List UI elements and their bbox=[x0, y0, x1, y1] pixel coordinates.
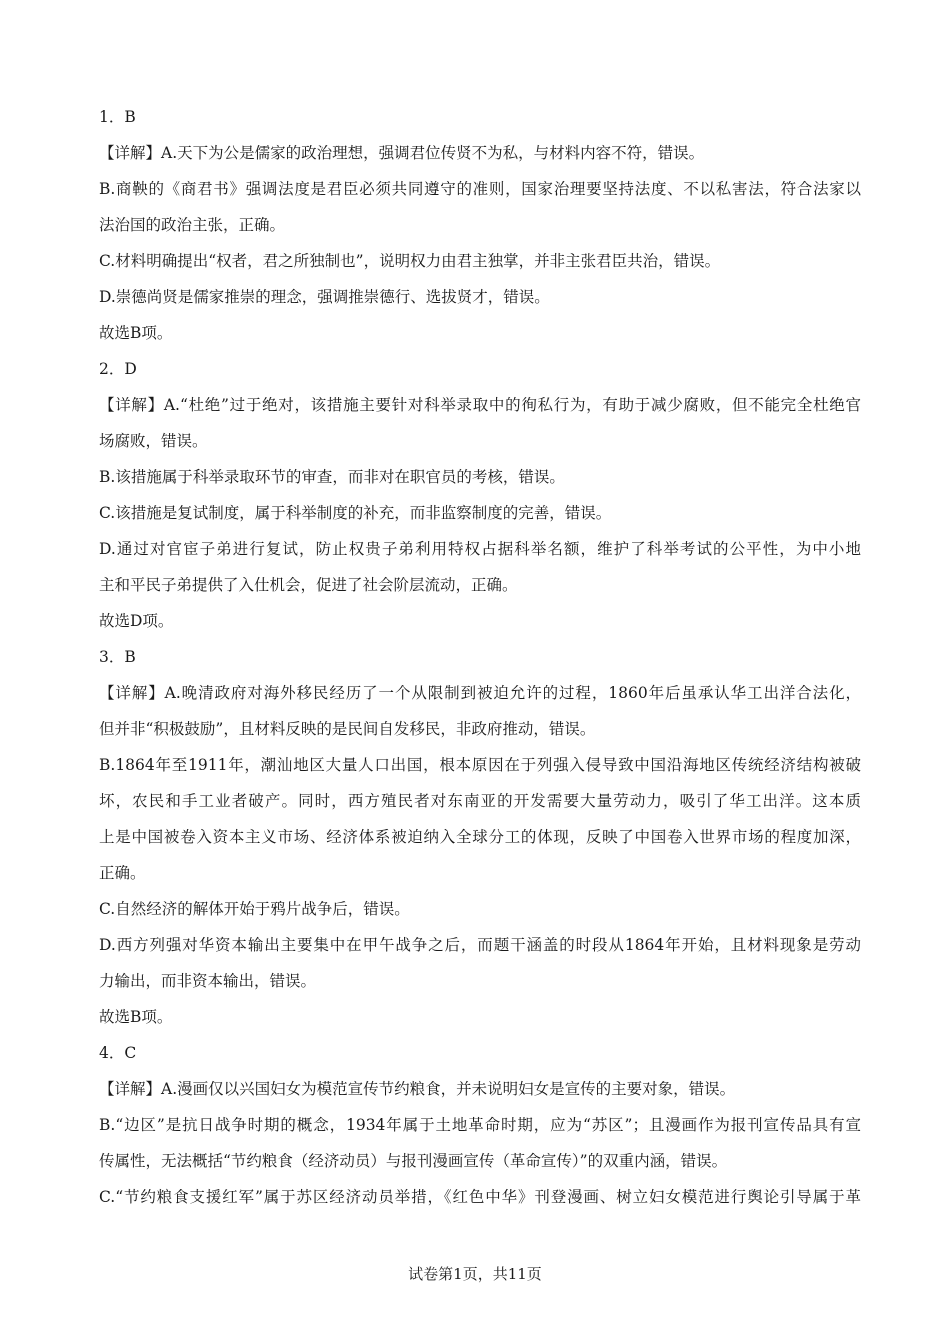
explanation-line: D.西方列强对华资本输出主要集中在甲午战争之后，而题干涵盖的时段从1864年开始，且材料现象是劳动 bbox=[99, 936, 861, 954]
explanation-line: D.崇德尚贤是儒家推崇的理念，强调推崇德行、选拔贤才，错误。 bbox=[99, 288, 550, 306]
explanation-line: 法治国的政治主张，正确。 bbox=[99, 216, 286, 234]
page-footer: 试卷第1页，共11页 bbox=[408, 1265, 542, 1283]
question-block bbox=[99, 639, 861, 1035]
explanation-line: D.通过对官宦子弟进行复试，防止权贵子弟利用特权占据科举名额，维护了科举考试的公平性，为中小地 bbox=[99, 540, 861, 558]
explanation-line: 场腐败，错误。 bbox=[99, 432, 208, 450]
question-number: 4．C bbox=[99, 1044, 137, 1062]
question-block bbox=[99, 99, 861, 351]
explanation-line: 传属性，无法概括“节约粮食（经济动员）与报刊漫画宣传（革命宣传）”的双重内涵，错误。 bbox=[99, 1152, 728, 1170]
explanation-line: B.“边区”是抗日战争时期的概念，1934年属于土地革命时期，应为“苏区”；且漫画作为报刊宣传品具有宣 bbox=[99, 1116, 861, 1134]
explanation-line: C.自然经济的解体开始于鸦片战争后，错误。 bbox=[99, 900, 410, 918]
document-body bbox=[99, 99, 861, 1215]
question-block bbox=[99, 1035, 861, 1215]
explanation-line: B.该措施属于科举录取环节的审查，而非对在职官员的考核，错误。 bbox=[99, 468, 565, 486]
explanation-line: 【详解】A.漫画仅以兴国妇女为模范宣传节约粮食，并未说明妇女是宣传的主要对象，错误。 bbox=[99, 1080, 736, 1098]
question-number: 1．B bbox=[99, 108, 136, 126]
explanation-line: 故选B项。 bbox=[99, 324, 173, 342]
explanation-line: C.材料明确提出“权者，君之所独制也”，说明权力由君主独掌，并非主张君臣共治，错误。 bbox=[99, 252, 721, 270]
explanation-line: 力输出，而非资本输出，错误。 bbox=[99, 972, 317, 990]
explanation-line: B.1864年至1911年，潮汕地区大量人口出国，根本原因在于列强入侵导致中国沿海地区传统经济结构被破 bbox=[99, 756, 861, 774]
explanation-line: 【详解】A.“杜绝”过于绝对，该措施主要针对科举录取中的徇私行为，有助于减少腐败，但不能完全杜绝官 bbox=[99, 396, 861, 414]
explanation-line: B.商鞅的《商君书》强调法度是君臣必须共同遵守的准则，国家治理要坚持法度、不以私害法，符合法家以 bbox=[99, 180, 861, 198]
explanation-line: C.该措施是复试制度，属于科举制度的补充，而非监察制度的完善，错误。 bbox=[99, 504, 612, 522]
explanation-line: 主和平民子弟提供了入仕机会，促进了社会阶层流动，正确。 bbox=[99, 576, 518, 594]
explanation-line: C.“节约粮食支援红军”属于苏区经济动员举措，《红色中华》刊登漫画、树立妇女模范进行舆论引导属于革 bbox=[99, 1188, 861, 1206]
explanation-line: 【详解】A.晚清政府对海外移民经历了一个从限制到被迫允许的过程，1860年后虽承认华工出洋合法化， bbox=[99, 684, 861, 702]
explanation-line: 上是中国被卷入资本主义市场、经济体系被迫纳入全球分工的体现，反映了中国卷入世界市场的程度加深， bbox=[99, 828, 861, 846]
question-number: 3．B bbox=[99, 648, 136, 666]
explanation-line: 【详解】A.天下为公是儒家的政治理想，强调君位传贤不为私，与材料内容不符，错误。 bbox=[99, 144, 705, 162]
question-number: 2．D bbox=[99, 360, 137, 378]
explanation-line: 但并非“积极鼓励”，且材料反映的是民间自发移民，非政府推动，错误。 bbox=[99, 720, 596, 738]
question-block bbox=[99, 351, 861, 639]
explanation-line: 故选D项。 bbox=[99, 612, 174, 630]
explanation-line: 坏，农民和手工业者破产。同时，西方殖民者对东南亚的开发需要大量劳动力，吸引了华工出洋。这本质 bbox=[99, 792, 861, 810]
explanation-line: 故选B项。 bbox=[99, 1008, 173, 1026]
explanation-line: 正确。 bbox=[99, 864, 146, 882]
